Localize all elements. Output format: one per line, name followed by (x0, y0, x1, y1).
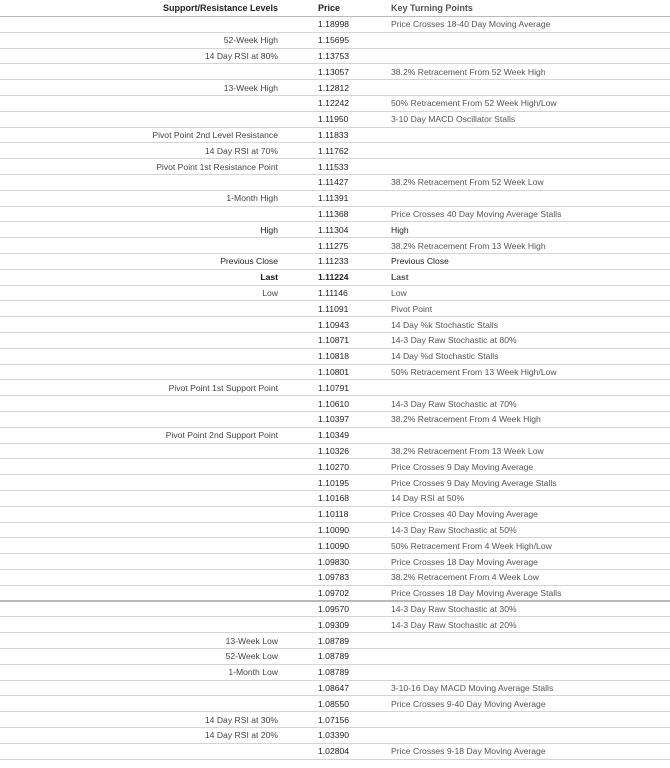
table-header (0, 0, 670, 17)
price-value: 1.09830 (318, 556, 350, 567)
turning-point-label: 14-3 Day Raw Stochastic at 80% (391, 335, 517, 346)
level-label: Pivot Point 2nd Level Resistance (152, 129, 278, 140)
level-label: Pivot Point 1st Support Point (168, 382, 278, 393)
level-label: 14 Day RSI at 20% (204, 730, 278, 741)
table-row (0, 317, 670, 333)
price-value: 1.10118 (318, 509, 349, 520)
level-label: 1-Month Low (228, 667, 278, 678)
price-value: 1.11091 (318, 303, 349, 314)
level-label: Low (262, 287, 278, 298)
turning-point-label: Price Crosses 9-40 Day Moving Average (391, 698, 546, 709)
table-row (0, 222, 670, 238)
table-row (0, 633, 670, 649)
header-price: Price (318, 3, 341, 13)
turning-point-label: Price Crosses 18 Day Moving Average (391, 556, 538, 567)
table-row (0, 49, 670, 65)
level-label: Pivot Point 1st Resistance Point (156, 161, 278, 172)
header-key-turning-points: Key Turning Points (391, 3, 473, 13)
table-row (0, 64, 670, 80)
price-value: 1.10090 (318, 524, 350, 535)
table-row (0, 728, 670, 744)
price-value: 1.10090 (318, 540, 350, 551)
price-value: 1.10818 (318, 351, 350, 362)
price-value: 1.10349 (318, 430, 350, 441)
turning-point-label: Previous Close (391, 256, 449, 267)
price-value: 1.08789 (318, 651, 350, 662)
table-row (0, 33, 670, 49)
price-value: 1.11233 (318, 256, 349, 267)
table-row (0, 96, 670, 112)
price-value: 1.10270 (318, 461, 350, 472)
table-row (0, 412, 670, 428)
turning-point-label: 3-10-16 Day MACD Moving Average Stalls (391, 682, 554, 693)
table-row (0, 349, 670, 365)
table-row (0, 475, 670, 491)
level-label: 52-Week Low (225, 651, 278, 662)
level-label: 13-Week High (223, 82, 278, 93)
table-row (0, 507, 670, 523)
table-row (0, 523, 670, 539)
turning-point-label: Price Crosses 18 Day Moving Average Stalls (391, 587, 562, 598)
price-value: 1.07156 (318, 714, 350, 725)
turning-point-label: Low (391, 287, 407, 298)
price-value: 1.15695 (318, 35, 350, 46)
level-label: Last (260, 272, 278, 283)
turning-point-label: Last (391, 272, 409, 283)
price-value: 1.09309 (318, 619, 350, 630)
table-row (0, 128, 670, 144)
table-row (0, 365, 670, 381)
table-row (0, 491, 670, 507)
turning-point-label: High (391, 224, 409, 235)
turning-point-label: Price Crosses 9 Day Moving Average Stalls (391, 477, 557, 488)
table-row (0, 333, 670, 349)
turning-point-label: Price Crosses 9-18 Day Moving Average (391, 746, 546, 757)
table-row (0, 665, 670, 681)
turning-point-label: Price Crosses 9 Day Moving Average (391, 461, 534, 472)
table-row (0, 143, 670, 159)
table-row (0, 380, 670, 396)
turning-point-label: 14 Day %d Stochastic Stalls (391, 351, 499, 362)
price-value: 1.11950 (318, 114, 349, 125)
price-value: 1.10326 (318, 445, 350, 456)
table-row (0, 286, 670, 302)
table-row (0, 159, 670, 175)
turning-point-label: Price Crosses 40 Day Moving Average (391, 509, 538, 520)
turning-point-label: 14 Day RSI at 50% (391, 493, 465, 504)
price-value: 1.10871 (318, 335, 350, 346)
turning-point-label: Pivot Point (391, 303, 433, 314)
table-row (0, 554, 670, 570)
table-row (0, 712, 670, 728)
price-value: 1.11224 (318, 272, 349, 283)
price-value: 1.11146 (318, 287, 348, 298)
price-value: 1.10791 (318, 382, 350, 393)
price-value: 1.11427 (318, 177, 349, 188)
price-value: 1.10801 (318, 366, 350, 377)
turning-point-label: Price Crosses 18-40 Day Moving Average (391, 19, 551, 30)
price-value: 1.10943 (318, 319, 350, 330)
price-value: 1.10610 (318, 398, 350, 409)
header-support-resistance: Support/Resistance Levels (162, 3, 278, 13)
table-row (0, 238, 670, 254)
price-value: 1.11275 (318, 240, 349, 251)
price-value: 1.12242 (318, 98, 350, 109)
level-label: 14 Day RSI at 70% (204, 145, 278, 156)
table-row (0, 254, 670, 270)
turning-point-label: 14-3 Day Raw Stochastic at 70% (391, 398, 517, 409)
turning-point-label: 38.2% Retracement From 4 Week Low (391, 572, 539, 583)
turning-point-label: 38.2% Retracement From 4 Week High (391, 414, 541, 425)
price-value: 1.13057 (318, 66, 350, 77)
table-row (0, 459, 670, 475)
table-row (0, 649, 670, 665)
price-value: 1.13753 (318, 50, 350, 61)
table-row (0, 681, 670, 697)
price-value: 1.11391 (318, 193, 349, 204)
turning-point-label: 14 Day %k Stochastic Stalls (391, 319, 498, 330)
turning-point-label: 50% Retracement From 13 Week High/Low (391, 366, 557, 377)
level-label: 14 Day RSI at 80% (204, 50, 278, 61)
table-row (0, 570, 670, 586)
price-value: 1.08550 (318, 698, 350, 709)
price-value: 1.10168 (318, 493, 350, 504)
price-value: 1.12812 (318, 82, 350, 93)
price-value: 1.10397 (318, 414, 350, 425)
level-label: High (260, 224, 278, 235)
turning-point-label: 14-3 Day Raw Stochastic at 30% (391, 603, 517, 614)
price-value: 1.08789 (318, 635, 350, 646)
table-row (0, 602, 670, 618)
table-row (0, 301, 670, 317)
price-value: 1.09783 (318, 572, 350, 583)
price-value: 1.02804 (318, 746, 350, 757)
turning-point-label: 38.2% Retracement From 13 Week High (391, 240, 546, 251)
table-row (0, 396, 670, 412)
turning-point-label: 38.2% Retracement From 52 Week High (391, 66, 546, 77)
level-label: 1-Month High (226, 193, 278, 204)
table-row (0, 696, 670, 712)
table-row (0, 17, 670, 33)
table-row (0, 586, 670, 602)
turning-point-label: 14-3 Day Raw Stochastic at 50% (391, 524, 517, 535)
level-label: 14 Day RSI at 30% (204, 714, 278, 725)
table-row (0, 270, 670, 286)
price-value: 1.03390 (318, 730, 350, 741)
table-row (0, 80, 670, 96)
turning-point-label: 50% Retracement From 52 Week High/Low (391, 98, 557, 109)
table-row (0, 112, 670, 128)
price-value: 1.08789 (318, 667, 350, 678)
table-row (0, 428, 670, 444)
price-value: 1.09570 (318, 603, 350, 614)
table-row (0, 207, 670, 223)
level-label: 13-Week Low (225, 635, 278, 646)
table-row (0, 444, 670, 460)
table-row (0, 538, 670, 554)
turning-point-label: 50% Retracement From 4 Week High/Low (391, 540, 552, 551)
level-label: Previous Close (220, 256, 278, 267)
price-value: 1.09702 (318, 587, 350, 598)
turning-point-label: 38.2% Retracement From 52 Week Low (391, 177, 544, 188)
price-value: 1.11368 (318, 208, 349, 219)
table-row (0, 191, 670, 207)
table-row (0, 175, 670, 191)
price-value: 1.11533 (318, 161, 349, 172)
price-value: 1.11304 (318, 224, 349, 235)
turning-point-label: 3-10 Day MACD Oscillator Stalls (391, 114, 516, 125)
price-value: 1.18998 (318, 19, 350, 30)
price-value: 1.11833 (318, 129, 349, 140)
turning-point-label: Price Crosses 40 Day Moving Average Stalls (391, 208, 562, 219)
table-row (0, 617, 670, 633)
turning-point-label: 14-3 Day Raw Stochastic at 20% (391, 619, 517, 630)
level-label: Pivot Point 2nd Support Point (165, 430, 278, 441)
price-value: 1.08647 (318, 682, 350, 693)
price-value: 1.10195 (318, 477, 350, 488)
turning-point-label: 38.2% Retracement From 13 Week Low (391, 445, 544, 456)
level-label: 52-Week High (223, 35, 278, 46)
table-row (0, 744, 670, 760)
price-value: 1.11762 (318, 145, 349, 156)
